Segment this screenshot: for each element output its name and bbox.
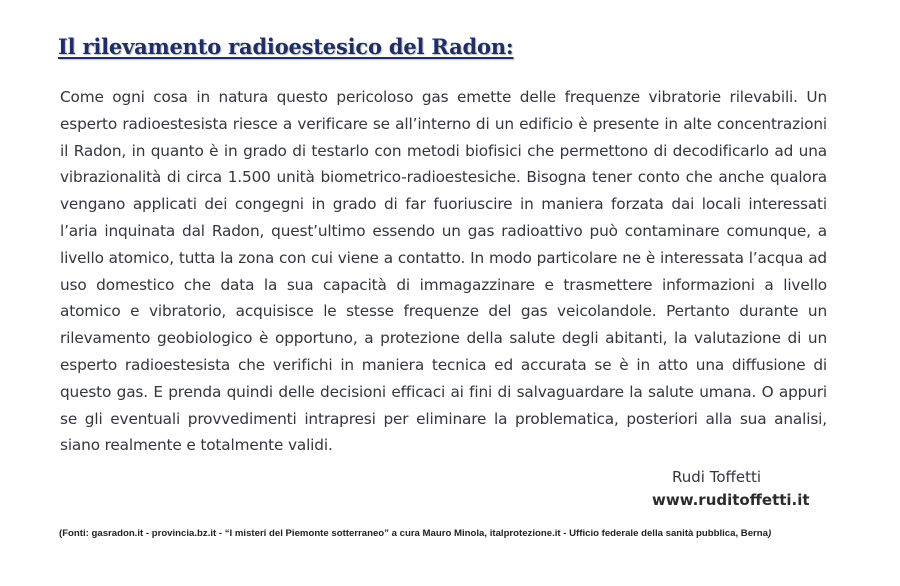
body-paragraph: Come ogni cosa in natura questo pericoloso gas emette delle frequenze vibratorie rilevabili. Un esperto radioestesista riesce a verificare se all’interno di un edificio è presente in alte concentrazioni il Radon, in quanto è in grado di testarlo con metodi biofisici che permettono di decodificarlo ad una vibrazionalità di circa 1.500 unità biometrico-radioestesiche. Bisogna tener conto che anche qualora vengano applicati dei congegni in grado di far fuoriuscire in maniera forzata dai locali interessati l’aria inquinata dal Radon, quest’ultimo essendo un gas radioattivo può contaminare comunque, a livello atomico, tutta la zona con cui viene a contatto. In modo particolare ne è interessata l’acqua ad uso domestico che data la sua capacità di immagazzinare e trasmettere informazioni a livello atomico e vibratorio, acquisisce le stesse frequenze del gas veicolandole. Pertanto durante un rilevamento geobiologico è opportuno, a protezione della salute degli abitanti, la valutazione di un esperto radioestesista che verifichi in maniera tecnica ed accurata se è in atto una diffusione di questo gas. E prenda quindi delle decisioni efficaci ai fini di salvaguardare la salute umana. O appuri se gli eventuali provvedimenti intrapresi per eliminare la problematica, posteriori alla sua analisi, siano realmente e totalmente validi. [60,88,827,455]
sources-text: (Fonti: gasradon.it - provincia.bz.it - “I misteri del Piemonte sotterraneo” a cura Mauro Minola, italprotezione.it - Ufficio federale della sanità pubblica, Berna [59,528,768,539]
sources-closing-paren: ) [768,528,772,539]
sources-footnote [59,528,771,539]
author-website-link[interactable]: www.ruditoffetti.it [652,491,810,509]
document-title: Il rilevamento radioestesico del Radon: [58,34,514,59]
author-name: Rudi Toffetti [672,468,761,486]
